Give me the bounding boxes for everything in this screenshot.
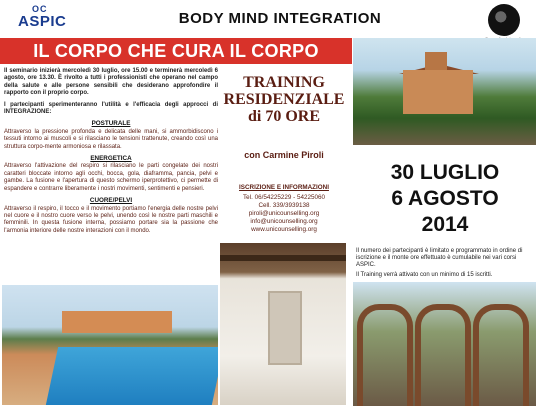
date-line: 6 AGOSTO: [391, 187, 499, 210]
contact-title: ISCRIZIONE E INFORMAZIONI: [239, 184, 329, 191]
logo-word: ASPIC: [18, 13, 67, 30]
section-body: Attraverso l'attivazione del respiro si rilasciano le parti congelate dei nostri caratteri bloccate intorno agli occhi, bocca, gola, diaframma, pancia, pelvi e gambe. La fusione e l'apertura di questo schermo iperprotettivo, ci permette di espandere e contrarre liberamente i nostri movimenti, sentimenti e pensieri.: [4, 163, 218, 192]
pool-photo: [2, 285, 218, 405]
description-column: [4, 68, 218, 239]
conductor-name: con Carmine Piroli: [244, 150, 324, 160]
website-link[interactable]: www.unicounselling.org: [251, 226, 317, 233]
section-body: Attraverso il respiro, il tocco e il movimento portiamo l'energia delle nostre pelvi nel cuore e il nostro cuore verso le pelvi, unendo così le nostre parti maschili e femminili. In questa fusione interna, possiamo portare sia la passione che l'armonia interiore delle nostre interazioni con il mondo.: [4, 205, 218, 234]
training-title: [220, 74, 348, 125]
hall-photo: [220, 243, 346, 405]
intro-paragraph: Il seminario inizierà mercoledì 30 luglio, ore 15.00 e terminerà mercoledì 6 agosto, ore 13.30. È rivolto a tutti i professionisti che operano nel campo della salute e alle persone sensibili che desiderano approfondire il rapporto con il proprio corpo.: [4, 68, 218, 97]
aspic-logo: [18, 4, 78, 34]
section-body: Attraverso la pressione profonda e delicata delle mani, si ammorbidiscono i tessuti intorno ai muscoli e si rilasciano le tensioni trattenute, creando così una struttura corpo-mente armoniosa e rilassata.: [4, 128, 218, 150]
brand-title: BODY MIND INTEGRATION: [178, 10, 382, 27]
training-line: di 70 ORE: [247, 108, 320, 125]
event-dates: [360, 160, 530, 238]
section-title: ENERGETICA: [90, 155, 132, 163]
emblem-icon: [488, 4, 520, 36]
note-paragraph: Il Training verrà attivato con un minimo di 15 iscritti.: [356, 271, 493, 278]
contact-tel: Tel. 06/54225229 - 54225060: [243, 194, 325, 201]
training-line: TRAINING: [243, 74, 325, 91]
section-title: CUORE/PELVI: [89, 197, 133, 205]
training-line: RESIDENZIALE: [223, 91, 345, 108]
contact-block: [222, 184, 346, 234]
logo-mark: OC: [32, 4, 48, 14]
villa-photo: [353, 38, 536, 145]
contact-email-link[interactable]: piroli@unicounselling.org: [248, 210, 320, 217]
cloister-photo: [353, 282, 536, 406]
contact-email-link[interactable]: info@unicounselling.org: [250, 218, 318, 225]
date-line: 30 LUGLIO: [390, 161, 500, 184]
date-line: 2014: [421, 213, 469, 236]
note-paragraph: Il numero dei partecipanti è limitato e programmato in ordine di iscrizione e il monte ore effettuato è cumulabile nei vari corsi ASPIC.: [356, 248, 523, 269]
main-banner: IL CORPO CHE CURA IL CORPO: [0, 38, 352, 64]
notes-block: [356, 248, 534, 281]
contact-cell: Cell. 339/3939138: [258, 202, 310, 209]
intro-approaches: I partecipanti sperimenteranno l'utilità e l'efficacia degli approcci di INTEGRAZIONE:: [4, 101, 218, 116]
section-title: POSTURALE: [91, 120, 131, 128]
